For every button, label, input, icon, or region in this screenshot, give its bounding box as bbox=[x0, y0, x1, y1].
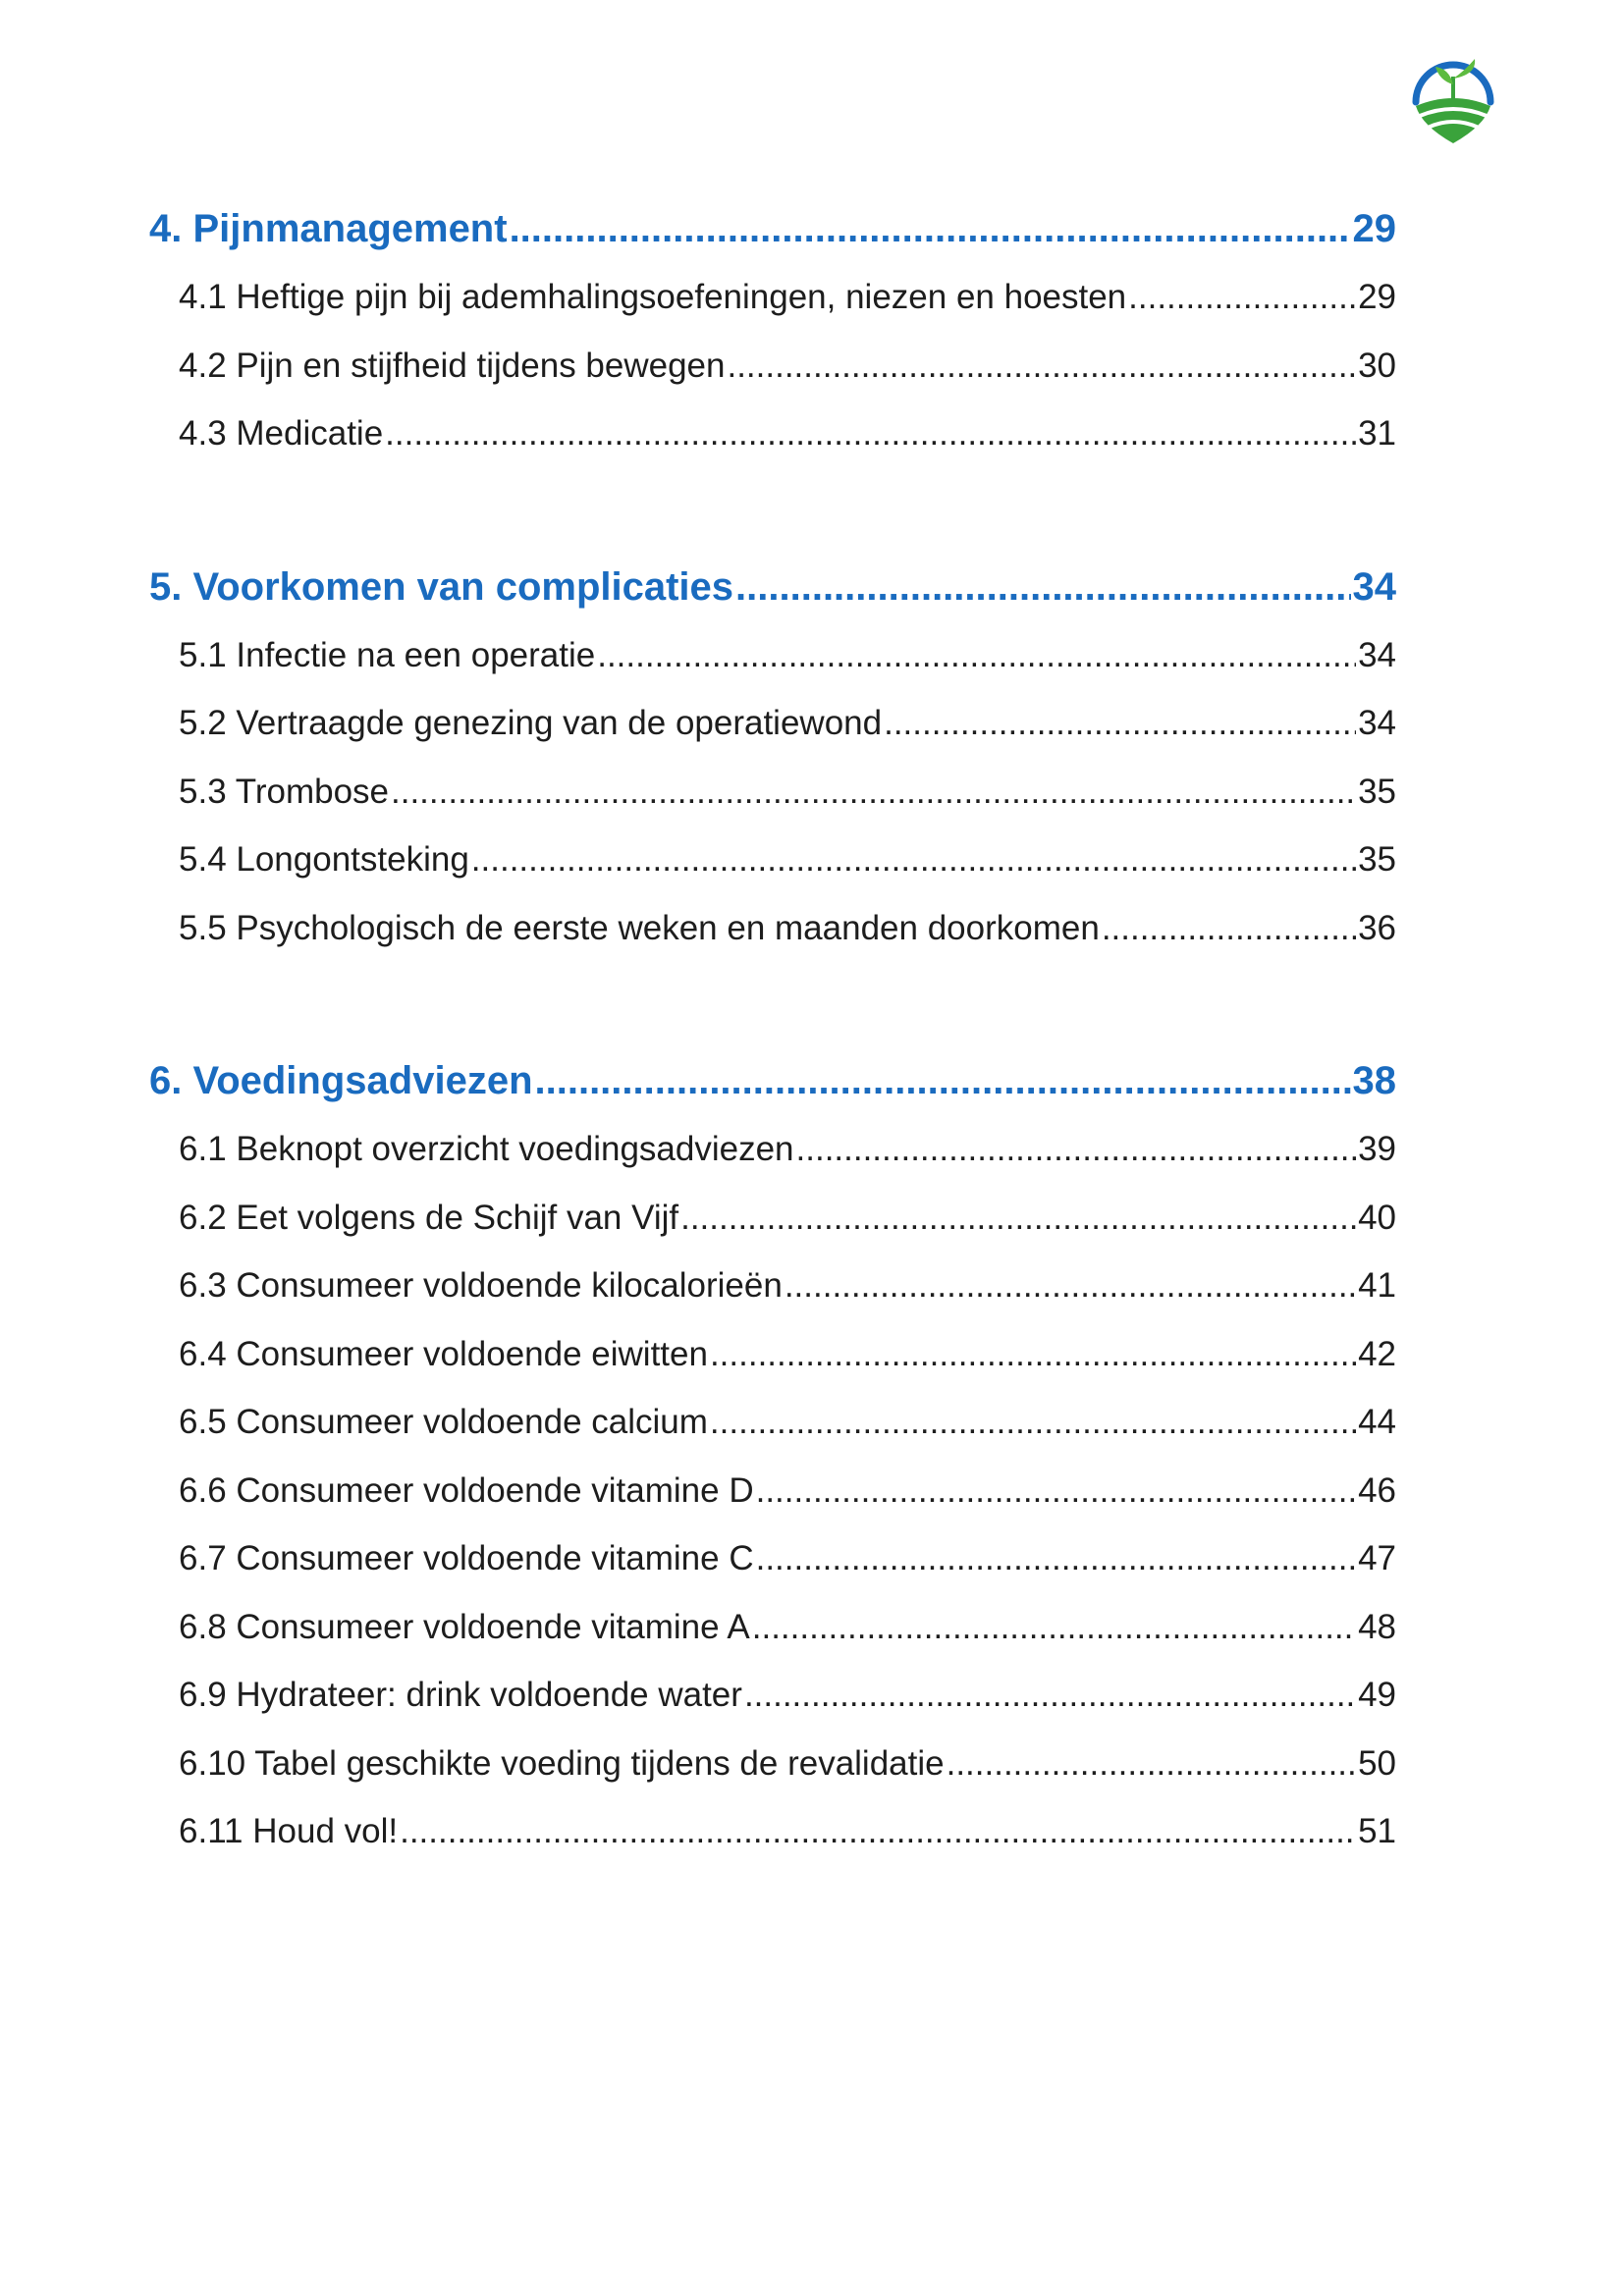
entry-title: 5.1 Infectie na een operatie bbox=[179, 635, 596, 674]
dot-leader bbox=[756, 1524, 1356, 1593]
dot-leader bbox=[796, 1115, 1357, 1184]
toc-sub-entry[interactable] bbox=[149, 332, 1396, 400]
entry-title: 6.2 Eet volgens de Schijf van Vijf bbox=[179, 1198, 679, 1237]
entry-title: 6.4 Consumeer voldoende eiwitten bbox=[179, 1334, 708, 1373]
toc-sub-entry[interactable] bbox=[149, 1388, 1396, 1457]
dot-leader bbox=[710, 1320, 1356, 1389]
entry-title: 6.5 Consumeer voldoende calcium bbox=[179, 1403, 708, 1441]
dot-leader bbox=[597, 621, 1356, 690]
entry-title: 6.7 Consumeer voldoende vitamine C bbox=[179, 1539, 754, 1577]
entry-title: 6.3 Consumeer voldoende kilocalorieën bbox=[179, 1266, 783, 1305]
entry-page-number: 49 bbox=[1358, 1676, 1396, 1714]
entry-title: 4.3 Medicatie bbox=[179, 414, 384, 453]
toc-sub-entry[interactable] bbox=[149, 758, 1396, 827]
chapter-page-number: 29 bbox=[1352, 207, 1396, 250]
dot-leader bbox=[884, 689, 1356, 758]
toc-section bbox=[149, 1046, 1396, 1866]
entry-page-number: 30 bbox=[1358, 346, 1396, 385]
entry-title: 4.2 Pijn en stijfheid tijdens bewegen bbox=[179, 346, 726, 385]
dot-leader bbox=[400, 1797, 1356, 1866]
dot-leader bbox=[510, 194, 1351, 263]
toc-sub-entry[interactable] bbox=[149, 263, 1396, 332]
dot-leader bbox=[710, 1388, 1356, 1457]
entry-page-number: 41 bbox=[1358, 1266, 1396, 1305]
toc-sub-entry[interactable] bbox=[149, 1661, 1396, 1730]
toc-chapter-entry[interactable] bbox=[149, 194, 1396, 263]
entry-page-number: 44 bbox=[1358, 1403, 1396, 1441]
dot-leader bbox=[756, 1457, 1356, 1525]
chapter-title: 4. Pijnmanagement bbox=[149, 207, 508, 250]
entry-page-number: 35 bbox=[1358, 772, 1396, 811]
toc-chapter-entry[interactable] bbox=[149, 1046, 1396, 1115]
entry-page-number: 31 bbox=[1358, 414, 1396, 453]
toc-sub-entry[interactable] bbox=[149, 826, 1396, 894]
entry-page-number: 46 bbox=[1358, 1470, 1396, 1510]
entry-page-number: 36 bbox=[1358, 908, 1396, 947]
sprout-leaf-icon bbox=[1406, 41, 1500, 145]
entry-page-number: 51 bbox=[1358, 1812, 1396, 1850]
chapter-title: 5. Voorkomen van complicaties bbox=[149, 564, 734, 609]
dot-leader bbox=[1128, 263, 1356, 332]
dot-leader bbox=[735, 553, 1350, 621]
toc-section bbox=[149, 194, 1396, 468]
toc-section bbox=[149, 553, 1396, 963]
toc-sub-entry[interactable] bbox=[149, 1457, 1396, 1525]
toc-sub-entry[interactable] bbox=[149, 894, 1396, 963]
entry-page-number: 35 bbox=[1358, 840, 1396, 879]
toc-sub-entry[interactable] bbox=[149, 1593, 1396, 1662]
entry-page-number: 50 bbox=[1358, 1743, 1396, 1783]
toc-sub-entry[interactable] bbox=[149, 1115, 1396, 1184]
dot-leader bbox=[785, 1252, 1356, 1320]
logo bbox=[1406, 41, 1500, 145]
chapter-title: 6. Voedingsadviezen bbox=[149, 1059, 533, 1102]
entry-title: 6.6 Consumeer voldoende vitamine D bbox=[179, 1470, 754, 1510]
dot-leader bbox=[471, 826, 1356, 894]
toc-sub-entry[interactable] bbox=[149, 1320, 1396, 1389]
entry-title: 6.1 Beknopt overzicht voedingsadviezen bbox=[179, 1130, 794, 1168]
toc-sub-entry[interactable] bbox=[149, 1797, 1396, 1866]
entry-page-number: 40 bbox=[1358, 1198, 1396, 1237]
chapter-page-number: 38 bbox=[1352, 1059, 1396, 1102]
entry-page-number: 39 bbox=[1358, 1130, 1396, 1168]
entry-title: 6.11 Houd vol! bbox=[179, 1812, 399, 1850]
entry-page-number: 29 bbox=[1358, 278, 1396, 316]
toc-chapter-entry[interactable] bbox=[149, 553, 1396, 621]
entry-page-number: 47 bbox=[1358, 1539, 1396, 1577]
toc-sub-entry[interactable] bbox=[149, 1252, 1396, 1320]
chapter-page-number: 34 bbox=[1352, 564, 1396, 609]
entry-title: 6.9 Hydrateer: drink voldoende water bbox=[179, 1676, 742, 1714]
entry-title: 4.1 Heftige pijn bij ademhalingsoefeningen, niezen en hoesten bbox=[179, 278, 1127, 316]
entry-title: 5.2 Vertraagde genezing van de operatiewond bbox=[179, 704, 883, 742]
dot-leader bbox=[535, 1046, 1351, 1115]
toc-sub-entry[interactable] bbox=[149, 1730, 1396, 1798]
entry-title: 6.10 Tabel geschikte voeding tijdens de revalidatie bbox=[179, 1743, 945, 1783]
toc-sub-entry[interactable] bbox=[149, 400, 1396, 468]
entry-page-number: 34 bbox=[1358, 704, 1396, 742]
entry-page-number: 34 bbox=[1358, 635, 1396, 674]
entry-page-number: 48 bbox=[1358, 1607, 1396, 1646]
toc-sub-entry[interactable] bbox=[149, 1524, 1396, 1593]
entry-title: 5.4 Longontsteking bbox=[179, 840, 469, 879]
entry-title: 6.8 Consumeer voldoende vitamine A bbox=[179, 1607, 750, 1646]
entry-title: 5.5 Psychologisch de eerste weken en maanden doorkomen bbox=[179, 908, 1100, 947]
toc-sub-entry[interactable] bbox=[149, 689, 1396, 758]
entry-title: 5.3 Trombose bbox=[179, 772, 389, 811]
entry-page-number: 42 bbox=[1358, 1334, 1396, 1373]
dot-leader bbox=[744, 1661, 1356, 1730]
table-of-contents bbox=[149, 194, 1396, 1950]
toc-sub-entry[interactable] bbox=[149, 1184, 1396, 1253]
dot-leader bbox=[752, 1593, 1356, 1662]
dot-leader bbox=[385, 400, 1356, 468]
dot-leader bbox=[1102, 894, 1356, 963]
dot-leader bbox=[680, 1184, 1356, 1253]
dot-leader bbox=[391, 758, 1356, 827]
dot-leader bbox=[947, 1730, 1356, 1798]
toc-sub-entry[interactable] bbox=[149, 621, 1396, 690]
dot-leader bbox=[727, 332, 1356, 400]
